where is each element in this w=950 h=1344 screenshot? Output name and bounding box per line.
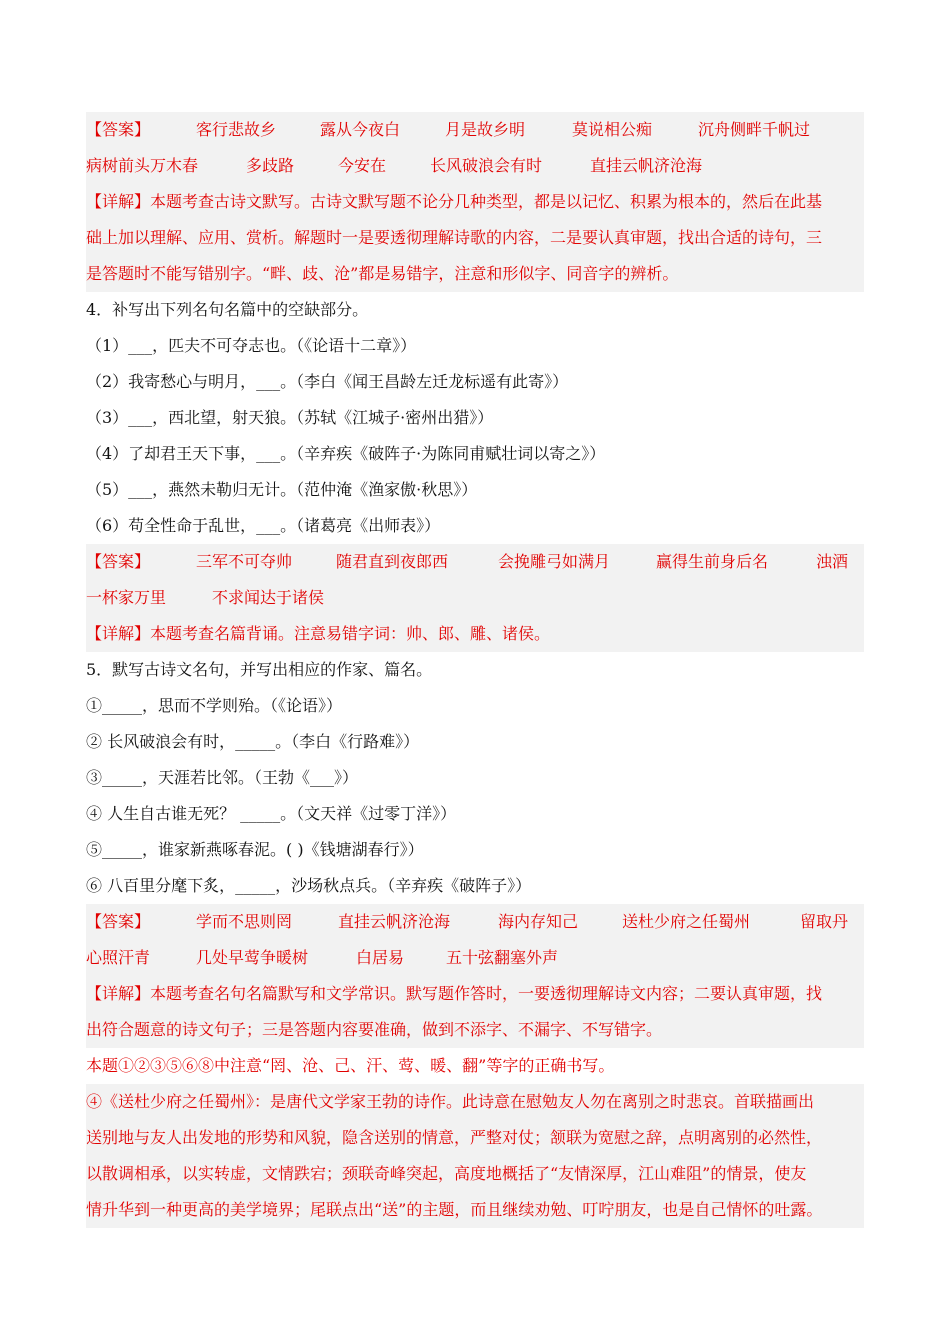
question-item: （2）我寄愁心与明月，___。（李白《闻王昌龄左迁龙标遥有此寄》） (86, 372, 569, 391)
answer-item: 白居易 (356, 948, 405, 967)
detail-line: 出符合题意的诗文句子；三是答题内容要准确，做到不添字、不漏字、不写错字。 (86, 1020, 663, 1039)
answer-item: 心照汗青 (86, 948, 151, 967)
answer-box-1 (86, 112, 864, 292)
answer-line (86, 112, 864, 148)
answer-item: 直挂云帆济沧海 (338, 912, 451, 931)
question-title: 4．补写出下列名句名篇中的空缺部分。 (86, 300, 369, 319)
answer-item: 送杜少府之任蜀州 (622, 912, 751, 931)
answer-item: 随君直到夜郎西 (336, 552, 449, 571)
answer-item: 三军不可夺帅 (196, 552, 293, 571)
answer-item: 病树前头万木春 (86, 156, 199, 175)
note-line: ④《送杜少府之任蜀州》：是唐代文学家王勃的诗作。此诗意在慰勉友人勿在离别之时悲哀。首联描画出 (86, 1092, 815, 1111)
question-item: （5）___，燕然未勒归无计。（范仲淹《渔家傲·秋思》） (86, 480, 478, 499)
answer-item: 多歧路 (246, 156, 295, 175)
answer-label: 【答案】 (86, 552, 151, 571)
detail-line (86, 616, 864, 652)
answer-item: 月是故乡明 (445, 120, 526, 139)
detail-line: 础上加以理解、应用、赏析。解题时一是要透彻理解诗歌的内容，二是要认真审题，找出合适的诗句，三 (86, 228, 823, 247)
answer-box-2 (86, 544, 864, 652)
answer-line (86, 544, 864, 580)
question-item: ④ 人生自古谁无死？ _____。（文天祥《过零丁洋》） (86, 804, 457, 823)
question-item: ⑥ 八百里分麾下炙，_____，沙场秋点兵。（辛弃疾《破阵子》） (86, 876, 532, 895)
answer-item: 一杯家万里 (86, 588, 167, 607)
answer-item: 长风破浪会有时 (430, 156, 543, 175)
detail-line (86, 976, 864, 1012)
answer-item: 沉舟侧畔千帆过 (698, 120, 811, 139)
answer-item: 五十弦翻塞外声 (446, 948, 559, 967)
question-item: （1）___，匹夫不可夺志也。（《论语十二章》） (86, 336, 417, 355)
detail-text: 本题考查名句名篇默写和文学常识。默写题作答时，一要透彻理解诗文内容；二要认真审题，找 (150, 984, 823, 1003)
answer-label: 【答案】 (86, 912, 151, 931)
answer-item: 客行悲故乡 (196, 120, 277, 139)
answer-box-3 (86, 904, 864, 1048)
answer-item: 莫说相公痴 (572, 120, 653, 139)
note-line: 送别地与友人出发地的形势和风貌，隐含送别的情意，严整对仗；颔联为宽慰之辞，点明离别的必然性， (86, 1128, 823, 1147)
answer-label: 【答案】 (86, 120, 151, 139)
note-line: 以散调相承，以实转虚，文情跌宕；颈联奇峰突起，高度地概括了“友情深厚，江山难阻”的情景，使友 (86, 1164, 807, 1183)
question-item: ② 长风破浪会有时，_____。（李白《行路难》） (86, 732, 420, 751)
answer-item: 露从今夜白 (320, 120, 401, 139)
answer-line (86, 580, 864, 616)
note-line: 情升华到一种更高的美学境界；尾联点出“送”的主题，而且继续劝勉、叮咛朋友，也是自己情怀的吐露。 (86, 1200, 823, 1219)
question-item: ③_____，天涯若比邻。（王勃《___》） (86, 768, 359, 787)
question-4 (86, 292, 864, 544)
answer-item: 浊酒 (816, 552, 849, 571)
detail-line (86, 184, 864, 220)
detail-text: 本题考查名篇背诵。注意易错字词：帅、郎、雕、诸侯。 (150, 624, 551, 643)
question-item: （3）___，西北望，射天狼。（苏轼《江城子·密州出猎》） (86, 408, 494, 427)
answer-item: 直挂云帆济沧海 (590, 156, 703, 175)
detail-label: 【详解】 (86, 192, 151, 211)
answer-item: 留取丹 (800, 912, 849, 931)
note-line: 本题①②③⑤⑥⑧中注意“罔、沧、己、汗、莺、暖、翻”等字的正确书写。 (86, 1056, 615, 1075)
notes (86, 1048, 864, 1228)
answer-item: 今安在 (338, 156, 387, 175)
question-5 (86, 652, 864, 904)
detail-text: 本题考查古诗文默写。古诗文默写题不论分几种类型，都是以记忆、积累为根本的，然后在此基 (150, 192, 823, 211)
answer-line (86, 148, 864, 184)
answer-line (86, 904, 864, 940)
detail-label: 【详解】 (86, 624, 151, 643)
answer-item: 不求闻达于诸侯 (212, 588, 325, 607)
detail-label: 【详解】 (86, 984, 151, 1003)
question-item: （4）了却君王天下事，___。（辛弃疾《破阵子·为陈同甫赋壮词以寄之》） (86, 444, 606, 463)
answer-item: 学而不思则罔 (196, 912, 293, 931)
answer-line (86, 940, 864, 976)
answer-item: 几处早莺争暖树 (196, 948, 309, 967)
question-item: ⑤_____，谁家新燕啄春泥。( )《钱塘湖春行》） (86, 840, 424, 859)
question-title: 5．默写古诗文名句，并写出相应的作家、篇名。 (86, 660, 433, 679)
answer-item: 海内存知己 (498, 912, 579, 931)
answer-item: 会挽雕弓如满月 (498, 552, 611, 571)
question-item: （6）苟全性命于乱世，___。（诸葛亮《出师表》） (86, 516, 441, 535)
answer-item: 赢得生前身后名 (656, 552, 769, 571)
detail-line: 是答题时不能写错别字。“畔、歧、沧”都是易错字，注意和形似字、同音字的辨析。 (86, 264, 679, 283)
question-item: ①_____，思而不学则殆。（《论语》） (86, 696, 343, 715)
document-page (86, 112, 864, 1228)
